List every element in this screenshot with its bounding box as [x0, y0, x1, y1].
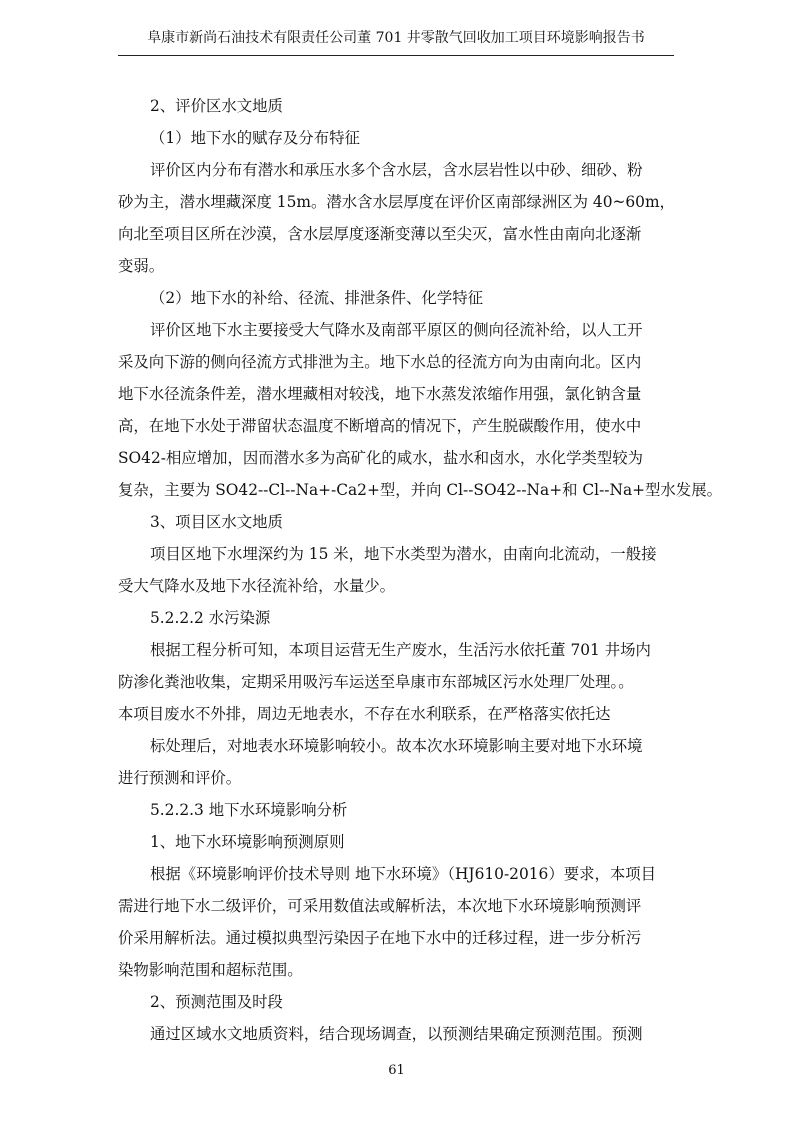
- subsection-heading: [118, 282, 674, 314]
- section-heading: [118, 90, 674, 122]
- text-line: 价采用解析法。通过模拟典型污染因子在地下水中的迁移过程，进一步分析污: [118, 929, 642, 947]
- text-line: 本项目废水不外排，周边无地表水，不存在水利联系，在严格落实依托达: [118, 705, 611, 723]
- paragraph: [118, 634, 674, 730]
- text-line: 5.2.2.3 地下水环境影响分析: [150, 801, 348, 819]
- header-rule: [118, 55, 674, 56]
- text-line: 高，在地下水处于滞留状态温度不断增高的情况下，产生脱碳酸作用，使水中: [118, 417, 642, 435]
- page-header: 阜康市新尚石油技术有限责任公司董 701 井零散气回收加工项目环境影响报告书: [147, 30, 645, 46]
- text-line: SO42-相应增加，因而潜水多为高矿化的咸水，盐水和卤水，水化学类型较为: [118, 449, 644, 467]
- text-line: 变弱。: [118, 257, 165, 275]
- text-line: 5.2.2.2 水污染源: [150, 609, 271, 627]
- text-line: 项目区地下水埋深约为 15 米，地下水类型为潜水，由南向北流动，一般接: [150, 545, 657, 563]
- text-line: （2）地下水的补给、径流、排泄条件、化学特征: [150, 289, 483, 307]
- document-body: [118, 90, 722, 1050]
- text-line: 标处理后，对地表水环境影响较小。故本次水环境影响主要对地下水环境: [150, 737, 643, 755]
- section-heading: [118, 986, 674, 1018]
- paragraph: [118, 538, 674, 602]
- paragraph-continuation: [118, 730, 674, 794]
- paragraph: [118, 154, 674, 282]
- text-line: 进行预测和评价。: [118, 769, 242, 787]
- section-heading: [118, 794, 674, 826]
- text-line: 评价区内分布有潜水和承压水多个含水层，含水层岩性以中砂、细砂、粉: [150, 161, 643, 179]
- text-line: 3、项目区水文地质: [150, 513, 283, 531]
- text-line: 砂为主，潜水埋藏深度 15m。潜水含水层厚度在评价区南部绿洲区为 40~60m，: [118, 193, 675, 211]
- text-line: 根据工程分析可知，本项目运营无生产废水，生活污水依托董 701 井场内: [150, 641, 651, 659]
- paragraph: [118, 858, 674, 986]
- text-line: 2、预测范围及时段: [150, 993, 283, 1011]
- paragraph: [118, 314, 722, 506]
- text-line: （1）地下水的赋存及分布特征: [150, 129, 360, 147]
- text-line: 防渗化粪池收集，定期采用吸污车运送至阜康市东部城区污水处理厂处理。。: [118, 673, 634, 691]
- paragraph: [118, 1018, 674, 1050]
- text-line: 受大气降水及地下水径流补给，水量少。: [118, 577, 396, 595]
- text-line: 2、评价区水文地质: [150, 97, 283, 115]
- section-heading: [118, 826, 674, 858]
- text-line: 采及向下游的侧向径流方式排泄为主。地下水总的径流方向为由南向北。区内: [118, 353, 642, 371]
- text-line: 需进行地下水二级评价，可采用数值法或解析法，本次地下水环境影响预测评: [118, 897, 642, 915]
- text-line: 1、地下水环境影响预测原则: [150, 833, 345, 851]
- text-line: 复杂，主要为 SO42--Cl--Na+-Ca2+型，并向 Cl--SO42--Na+和 Cl--Na+型水发展。: [118, 481, 722, 499]
- text-line: 染物影响范围和超标范围。: [118, 961, 303, 979]
- text-line: 通过区域水文地质资料，结合现场调查，以预测结果确定预测范围。预测: [150, 1025, 643, 1043]
- text-line: 向北至项目区所在沙漠，含水层厚度逐渐变薄以至尖灭，富水性由南向北逐渐: [118, 225, 642, 243]
- subsection-heading: [118, 122, 674, 154]
- text-line: 地下水径流条件差，潜水埋藏相对较浅，地下水蒸发浓缩作用强，氯化钠含量: [118, 385, 642, 403]
- text-line: 评价区地下水主要接受大气降水及南部平原区的侧向径流补给，以人工开: [150, 321, 643, 339]
- text-line: 根据《环境影响评价技术导则 地下水环境》（HJ610-2016）要求，本项目: [150, 865, 657, 883]
- page-number: 61: [388, 1063, 405, 1078]
- section-heading: [118, 506, 674, 538]
- section-heading: [118, 602, 674, 634]
